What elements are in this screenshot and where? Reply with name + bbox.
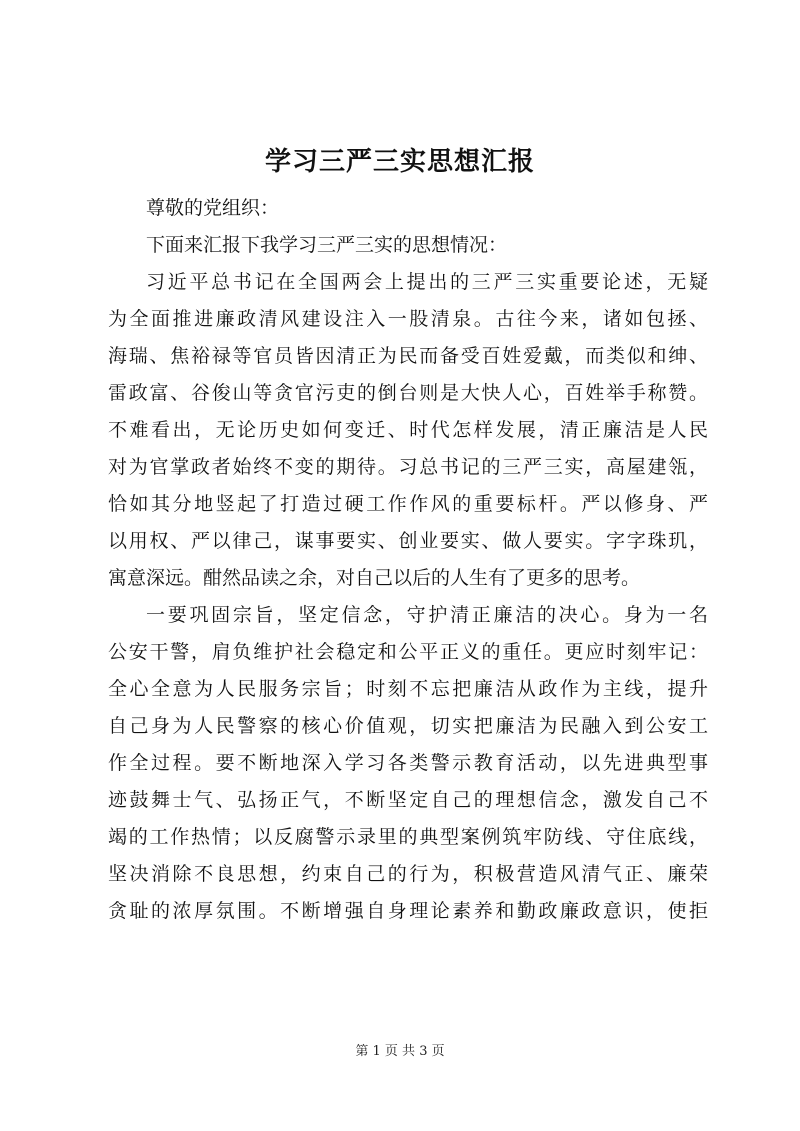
- body-line: 海瑞、焦裕禄等官员皆因清正为民而备受百姓爱戴，而类似和绅、: [108, 345, 708, 367]
- intro-line: 下面来汇报下我学习三严三实的思想情况：: [146, 234, 508, 256]
- body-line: 迹鼓舞士气、弘扬正气，不断坚定自己的理想信念，激发自己不: [108, 789, 708, 811]
- body-line: 对为官掌政者始终不变的期待。习总书记的三严三实，高屋建瓴，: [108, 456, 708, 478]
- body-line: 不难看出，无论历史如何变迁、时代怎样发展，清正廉洁是人民: [108, 419, 708, 441]
- body-line: 以用权、严以律己，谋事要实、创业要实、做人要实。字字珠玑，: [108, 530, 708, 552]
- body-line: 坚决消除不良思想，约束自己的行为，积极营造风清气正、廉荣: [108, 863, 708, 885]
- body-line: 竭的工作热情；以反腐警示录里的典型案例筑牢防线、守住底线，: [108, 826, 708, 848]
- salutation-line: 尊敬的党组织：: [146, 197, 280, 219]
- body-line: 一要巩固宗旨，坚定信念，守护清正廉洁的决心。身为一名: [146, 604, 708, 626]
- body-line: 寓意深远。酣然品读之余，对自己以后的人生有了更多的思考。: [108, 567, 641, 589]
- body-line: 公安干警，肩负维护社会稳定和公平正义的重任。更应时刻牢记：: [108, 641, 708, 663]
- body-line: 恰如其分地竖起了打造过硬工作作风的重要标杆。严以修身、严: [108, 493, 708, 515]
- body-line: 雷政富、谷俊山等贪官污吏的倒台则是大快人心，百姓举手称赞。: [108, 382, 708, 404]
- body-line: 贪耻的浓厚氛围。不断增强自身理论素养和勤政廉政意识，使拒: [108, 900, 708, 922]
- body-line: 全心全意为人民服务宗旨；时刻不忘把廉洁从政作为主线，提升: [108, 678, 708, 700]
- document-title: 学习三严三实思想汇报: [264, 147, 535, 177]
- page-number: 第 1 页 共 3 页: [355, 1044, 445, 1059]
- body-line: 习近平总书记在全国两会上提出的三严三实重要论述，无疑: [146, 271, 708, 293]
- document-body: [108, 190, 708, 930]
- body-line: 为全面推进廉政清风建设注入一股清泉。古往今来，诸如包拯、: [108, 308, 708, 330]
- body-line: 作全过程。要不断地深入学习各类警示教育活动，以先进典型事: [108, 752, 708, 774]
- body-line: 自己身为人民警察的核心价值观，切实把廉洁为民融入到公安工: [108, 715, 708, 737]
